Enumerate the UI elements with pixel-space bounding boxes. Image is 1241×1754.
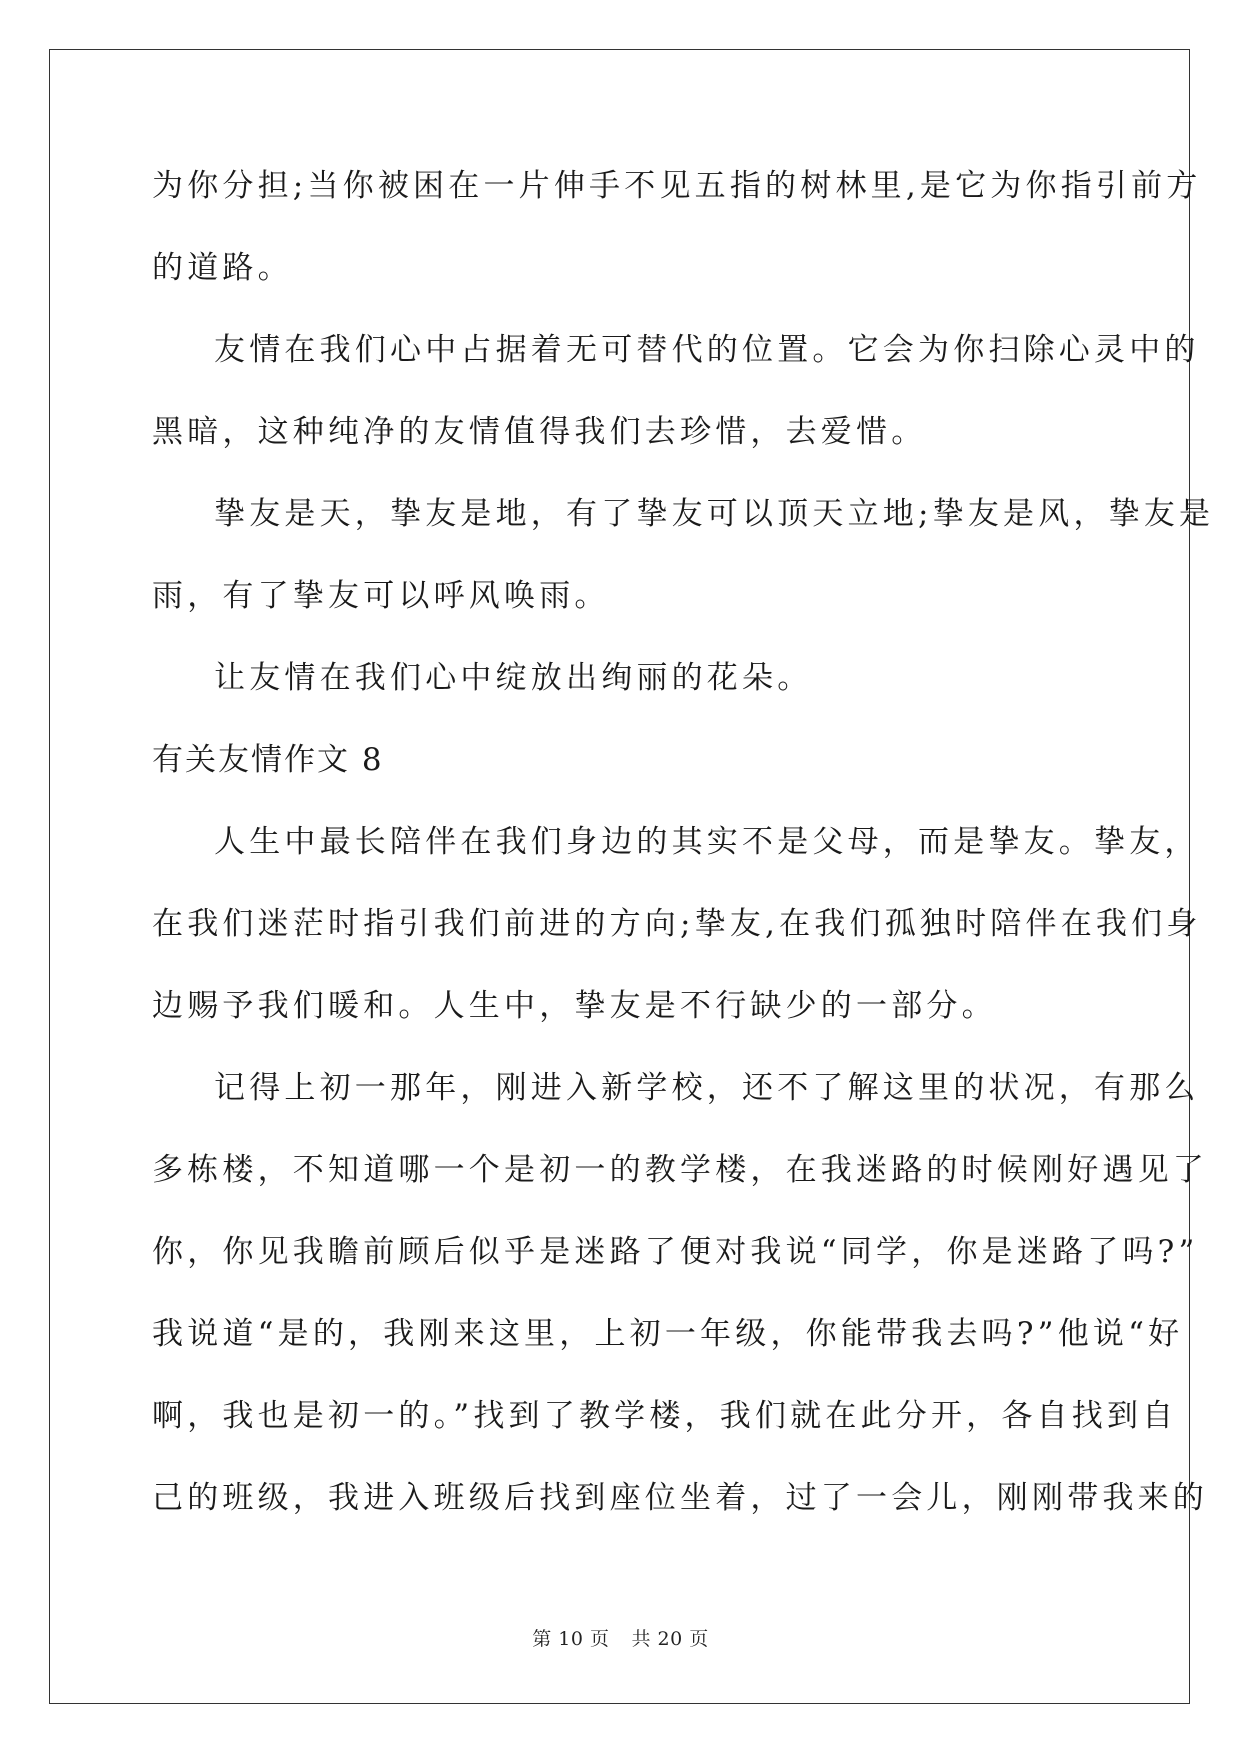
paragraph-start: 挚友是天，挚友是地，有了挚友可以顶天立地;挚友是风，挚友是 — [214, 496, 1215, 532]
text-line: 我说道“是的，我刚来这里，上初一年级，你能带我去吗?”他说“好 — [152, 1316, 1184, 1352]
text-line: 为你分担;当你被困在一片伸手不见五指的树林里,是它为你指引前方 — [152, 168, 1202, 204]
text-line: 雨，有了挚友可以呼风唤雨。 — [152, 578, 610, 614]
text-line: 在我们迷茫时指引我们前进的方向;挚友,在我们孤独时陪伴在我们身 — [152, 906, 1202, 942]
text-line: 边赐予我们暖和。人生中，挚友是不行缺少的一部分。 — [152, 988, 997, 1024]
page-footer — [0, 1624, 1241, 1651]
text-line: 黑暗，这种纯净的友情值得我们去珍惜，去爱惜。 — [152, 414, 927, 450]
section-heading: 有关友情作文 8 — [152, 742, 384, 778]
text-line: 啊，我也是初一的。”找到了教学楼，我们就在此分开，各自找到自 — [152, 1398, 1178, 1434]
text-line: 的道路。 — [152, 250, 293, 286]
text-line: 多栋楼，不知道哪一个是初一的教学楼，在我迷路的时候刚好遇见了 — [152, 1152, 1208, 1188]
paragraph-start: 记得上初一那年，刚进入新学校，还不了解这里的状况，有那么 — [214, 1070, 1200, 1106]
text-line: 你，你见我瞻前顾后似乎是迷路了便对我说“同学，你是迷路了吗?” — [152, 1234, 1199, 1270]
document-body — [152, 160, 1215, 1554]
paragraph-start: 人生中最长陪伴在我们身边的其实不是父母，而是挚友。挚友， — [214, 824, 1200, 860]
paragraph-start: 让友情在我们心中绽放出绚丽的花朵。 — [214, 660, 813, 696]
page-number: 第 10 页 — [532, 1628, 610, 1650]
text-line: 己的班级，我进入班级后找到座位坐着，过了一会儿，刚刚带我来的 — [152, 1480, 1208, 1516]
paragraph-start: 友情在我们心中占据着无可替代的位置。它会为你扫除心灵中的 — [214, 332, 1200, 368]
page-total: 共 20 页 — [631, 1628, 709, 1650]
